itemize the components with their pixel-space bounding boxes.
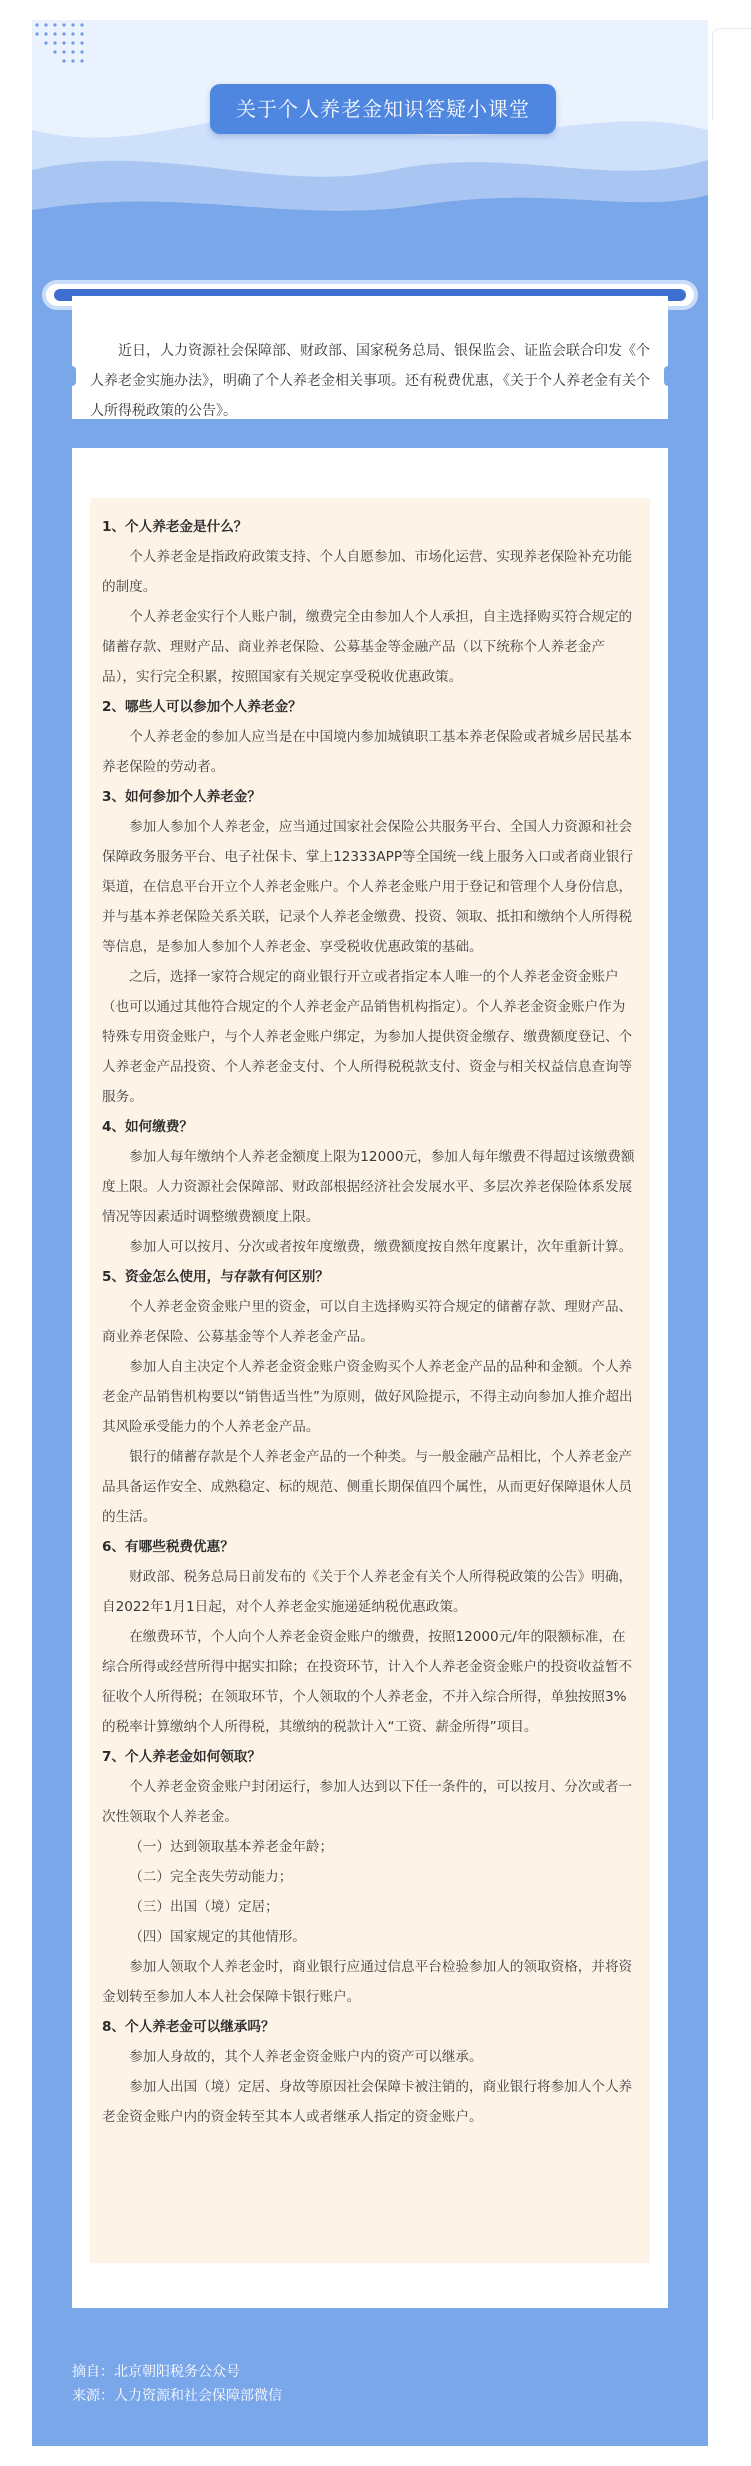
answer-paragraph: （一）达到领取基本养老金年龄；: [129, 1839, 334, 1855]
answer-paragraph: 参加人出国（境）定居、身故等原因社会保障卡被注销的，商业银行将参加人个人养老金资金账户内的资金转至其本人或者继承人指定的资金账户。: [102, 2079, 633, 2125]
answer-paragraph: 之后，选择一家符合规定的商业银行开立或者指定本人唯一的个人养老金资金账户（也可以通过其他符合规定的个人养老金产品销售机构指定）。个人养老金资金账户作为特殊专用资金账户，与个人养老金账户绑定，为参加人提供资金缴存、缴费额度登记、个人养老金产品投资、个人养老金支付、个人所得税税款支付、资金与相关权益信息查询等服务。: [102, 969, 633, 1105]
question-heading: 1、个人养老金是什么？: [102, 519, 248, 535]
main-card: [72, 448, 668, 2308]
answer-paragraph: （三）出国（境）定居；: [129, 1899, 279, 1915]
intro-left-tab: [68, 366, 76, 386]
page-title: 关于个人养老金知识答疑小课堂: [210, 84, 556, 134]
question-heading: 7、个人养老金如何领取？: [102, 1749, 261, 1765]
answer-paragraph: 参加人自主决定个人养老金资金账户资金购买个人养老金产品的品种和金额。个人养老金产品销售机构要以“销售适当性”为原则，做好风险提示，不得主动向参加人推介超出其风险承受能力的个人养老金产品。: [102, 1359, 633, 1435]
footer-source-origin: 来源：人力资源和社会保障部微信: [72, 2388, 282, 2404]
intro-box: [72, 296, 668, 419]
question-heading: 6、有哪些税费优惠？: [102, 1539, 234, 1555]
answer-paragraph: 个人养老金资金账户封闭运行，参加人达到以下任一条件的，可以按月、分次或者一次性领取个人养老金。: [102, 1779, 633, 1825]
answer-paragraph: （四）国家规定的其他情形。: [129, 1929, 306, 1945]
article-page: [32, 20, 708, 2446]
answer-paragraph: （二）完全丧失劳动能力；: [129, 1869, 293, 1885]
qa-content: [90, 498, 650, 2263]
question-heading: 2、哪些人可以参加个人养老金？: [102, 699, 302, 715]
answer-paragraph: 参加人参加个人养老金，应当通过国家社会保险公共服务平台、全国人力资源和社会保障政务服务平台、电子社保卡、掌上12333APP等全国统一线上服务入口或者商业银行渠道，在信息平台开立个人养老金账户。个人养老金账户用于登记和管理个人身份信息，并与基本养老保险关系关联，记录个人养老金缴费、投资、领取、抵扣和缴纳个人所得税等信息，是参加人参加个人养老金、享受税收优惠政策的基础。: [102, 819, 634, 955]
answer-paragraph: 参加人身故的，其个人养老金资金账户内的资产可以继承。: [129, 2049, 483, 2065]
intro-text: 近日，人力资源社会保障部、财政部、国家税务总局、银保监会、证监会联合印发《个人养老金实施办法》，明确了个人养老金相关事项。还有税费优惠，《关于个人养老金有关个人所得税政策的公告》。: [90, 343, 650, 419]
wave-decoration: [32, 20, 708, 270]
answer-paragraph: 在缴费环节，个人向个人养老金资金账户的缴费，按照12000元/年的限额标准，在综合所得或经营所得中据实扣除；在投资环节，计入个人养老金资金账户的投资收益暂不征收个人所得税；在领取环节，个人领取的个人养老金，不并入综合所得，单独按照3%的税率计算缴纳个人所得税，其缴纳的税款计入“工资、薪金所得”项目。: [102, 1629, 633, 1735]
intro-right-tab: [664, 366, 672, 386]
answer-paragraph: 参加人每年缴纳个人养老金额度上限为12000元，参加人每年缴费不得超过该缴费额度上限。人力资源社会保障部、财政部根据经济社会发展水平、多层次养老保险体系发展情况等因素适时调整缴费额度上限。: [102, 1149, 635, 1225]
question-heading: 3、如何参加个人养老金？: [102, 789, 261, 805]
answer-paragraph: 个人养老金资金账户里的资金，可以自主选择购买符合规定的储蓄存款、理财产品、商业养老保险、公募基金等个人养老金产品。: [102, 1299, 633, 1345]
question-heading: 5、资金怎么使用，与存款有何区别？: [102, 1269, 329, 1285]
dot-pattern-decoration: [32, 20, 92, 70]
footer: [72, 2360, 472, 2408]
question-heading: 8、个人养老金可以继承吗？: [102, 2019, 275, 2035]
answer-paragraph: 财政部、税务总局日前发布的《关于个人养老金有关个人所得税政策的公告》明确，自2022年1月1日起，对个人养老金实施递延纳税优惠政策。: [102, 1569, 633, 1615]
header-banner: [32, 20, 708, 270]
footer-source-excerpt: 摘自：北京朝阳税务公众号: [72, 2364, 240, 2380]
answer-paragraph: 个人养老金是指政府政策支持、个人自愿参加、市场化运营、实现养老保险补充功能的制度。: [102, 549, 633, 595]
answer-paragraph: 个人养老金的参加人应当是在中国境内参加城镇职工基本养老保险或者城乡居民基本养老保险的劳动者。: [102, 729, 633, 775]
answer-paragraph: 参加人可以按月、分次或者按年度缴费，缴费额度按自然年度累计，次年重新计算。: [129, 1239, 633, 1255]
answer-paragraph: 银行的储蓄存款是个人养老金产品的一个种类。与一般金融产品相比，个人养老金产品具备运作安全、成熟稳定、标的规范、侧重长期保值四个属性，从而更好保障退休人员的生活。: [102, 1449, 633, 1525]
answer-paragraph: 个人养老金实行个人账户制，缴费完全由参加人个人承担，自主选择购买符合规定的储蓄存款、理财产品、商业养老保险、公募基金等金融产品（以下统称个人养老金产品），实行完全积累，按照国家有关规定享受税收优惠政策。: [102, 609, 633, 685]
page-edge-decoration: [712, 28, 751, 119]
question-heading: 4、如何缴费？: [102, 1119, 194, 1135]
answer-paragraph: 参加人领取个人养老金时，商业银行应通过信息平台检验参加人的领取资格，并将资金划转至参加人本人社会保障卡银行账户。: [102, 1959, 633, 2005]
